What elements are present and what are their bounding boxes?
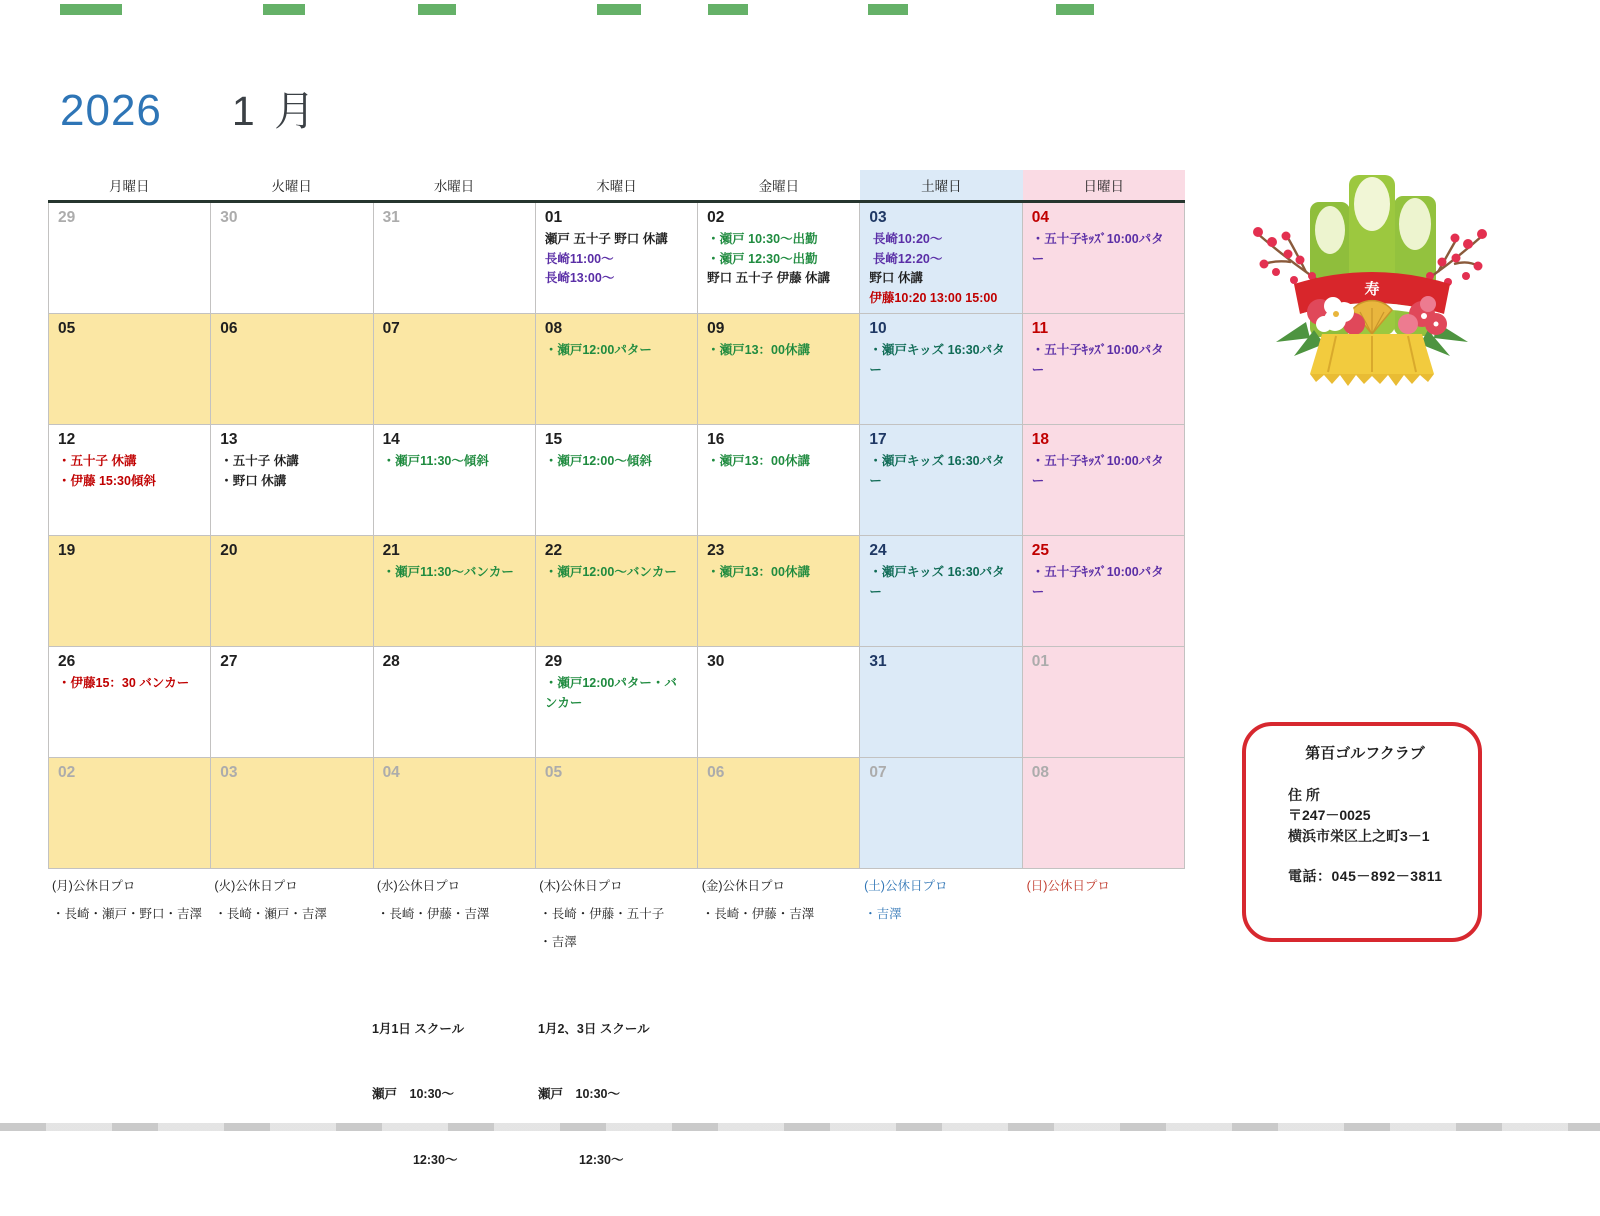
day-number: 22	[544, 542, 563, 559]
kadomatsu-icon	[1236, 172, 1501, 397]
day-cell	[211, 536, 373, 647]
event-item: ・瀬戸キッズ 16:30パター	[869, 343, 1005, 377]
day-cell	[374, 536, 536, 647]
club-postal-code: 〒247－0025	[1288, 807, 1371, 824]
day-number: 24	[869, 542, 887, 559]
day-number: 31	[869, 653, 887, 670]
day-cell	[860, 536, 1022, 647]
scan-artifact	[708, 4, 748, 15]
club-phone: 電話：045－892－3811	[1288, 867, 1443, 884]
day-number: 03	[869, 209, 887, 226]
event-item: 野口 休講	[869, 271, 923, 286]
day-cell	[1023, 536, 1185, 647]
day-number: 14	[382, 431, 400, 448]
note-line: ・長崎・伊藤・吉澤	[701, 906, 815, 921]
scan-artifact	[418, 4, 456, 15]
day-number: 16	[707, 431, 725, 448]
day-cell	[536, 314, 698, 425]
event-item: ・瀬戸12:00パター・バンカー	[544, 676, 677, 710]
day-number: 05	[58, 320, 76, 337]
day-number: 20	[220, 542, 238, 559]
calendar	[48, 170, 1185, 960]
day-number: 05	[544, 764, 563, 781]
event-item: ・瀬戸 12:30～出勤	[707, 251, 818, 266]
day-number: 17	[869, 431, 887, 448]
scan-artifact	[1056, 4, 1094, 15]
event-item: ・瀬戸13：00休講	[707, 454, 810, 469]
scan-artifact	[597, 4, 641, 15]
scan-artifact-bottom	[0, 1123, 1600, 1131]
event-item: ・伊藤15：30 バンカー	[58, 676, 190, 691]
day-number: 13	[220, 431, 238, 448]
event-item: 長崎13:00～	[544, 271, 615, 286]
day-number: 27	[220, 653, 238, 670]
calendar-grid	[48, 203, 1185, 869]
day-number: 08	[544, 320, 563, 337]
event-item: 長崎11:00～	[544, 251, 614, 266]
school-note-jan1	[372, 975, 464, 1216]
page-title-year: 2026	[60, 86, 162, 135]
note-line: (日)公休日プロ	[1026, 879, 1110, 893]
note-line: (水)公休日プロ	[376, 879, 461, 893]
holiday-pro-note-sun	[1023, 869, 1185, 960]
day-cell	[860, 314, 1022, 425]
note-line: (火)公休日プロ	[214, 879, 298, 893]
day-cell	[698, 203, 860, 314]
day-cell	[860, 758, 1022, 869]
school-note-jan2-3	[538, 975, 650, 1216]
day-cell	[1023, 425, 1185, 536]
page-title	[60, 78, 319, 137]
event-item: ・五十子ｷｯｽﾞ10:00パター	[1031, 454, 1164, 488]
day-cell	[49, 425, 211, 536]
day-cell	[860, 203, 1022, 314]
club-name: 第百ゴルフクラブ	[1305, 745, 1425, 762]
note-line: ・長崎・伊藤・吉澤	[376, 906, 490, 921]
day-number: 30	[220, 209, 238, 226]
page-title-month: 1 月	[231, 88, 320, 134]
event-item: ・瀬戸12:00～傾斜	[544, 454, 652, 469]
day-number: 04	[1031, 209, 1049, 226]
weekday-header-tue: 火曜日	[210, 170, 372, 203]
note-line: ・吉澤	[864, 906, 902, 921]
event-item: ・五十子ｷｯｽﾞ10:00パター	[1031, 343, 1164, 377]
day-cell	[211, 647, 373, 758]
day-number: 29	[58, 209, 76, 226]
scan-artifact	[868, 4, 908, 15]
day-number: 23	[707, 542, 725, 559]
day-number: 02	[707, 209, 725, 226]
event-item: ・瀬戸11:30～バンカー	[382, 565, 514, 580]
day-cell	[49, 314, 211, 425]
event-item: ・瀬戸12:00パター	[544, 343, 652, 358]
weekday-header-mon: 月曜日	[48, 170, 210, 203]
event-item: ・瀬戸 10:30～出勤	[707, 232, 818, 247]
day-cell	[536, 203, 698, 314]
day-cell	[536, 425, 698, 536]
day-cell	[374, 647, 536, 758]
day-cell	[860, 647, 1022, 758]
holiday-pro-note-wed	[373, 869, 535, 960]
day-number: 29	[544, 653, 563, 670]
note-line: ・長崎・瀬戸・野口・吉澤	[52, 906, 203, 921]
note-line: (月)公休日プロ	[52, 879, 136, 893]
holiday-pro-notes-row	[48, 869, 1185, 960]
day-cell	[211, 758, 373, 869]
day-cell	[49, 758, 211, 869]
event-item: ・瀬戸キッズ 16:30パター	[869, 454, 1005, 488]
day-cell	[374, 425, 536, 536]
note-line: ・長崎・伊藤・五十子	[539, 906, 665, 921]
school-note-line: 12:30～	[538, 1153, 624, 1167]
event-item: 伊藤10:20 13:00 15:00	[869, 290, 998, 305]
day-cell	[698, 314, 860, 425]
day-cell	[698, 758, 860, 869]
day-number: 19	[58, 542, 76, 559]
event-item: 野口 五十子 伊藤 休講	[707, 271, 831, 286]
day-number: 21	[382, 542, 400, 559]
club-address: 横浜市栄区上之町3－1	[1288, 827, 1430, 844]
school-note-line: 1月2、3日 スクール	[538, 1021, 650, 1036]
day-cell	[49, 647, 211, 758]
event-item: ・瀬戸11:30～傾斜	[382, 454, 489, 469]
day-number: 26	[58, 653, 76, 670]
day-number: 01	[1031, 653, 1049, 670]
day-number: 25	[1031, 542, 1049, 559]
day-cell	[211, 425, 373, 536]
club-info-box	[1242, 722, 1482, 942]
day-cell	[698, 536, 860, 647]
holiday-pro-note-thu	[535, 869, 697, 960]
day-cell	[698, 425, 860, 536]
weekday-header-row	[48, 170, 1185, 203]
event-item: ・五十子ｷｯｽﾞ10:00パター	[1031, 565, 1164, 599]
day-cell	[1023, 203, 1185, 314]
note-line: (土)公休日プロ	[864, 879, 948, 893]
event-item: ・瀬戸キッズ 16:30パター	[869, 565, 1005, 599]
day-number: 03	[220, 764, 238, 781]
event-item: 長崎12:20～	[869, 251, 943, 266]
event-item: ・伊藤 15:30傾斜	[58, 473, 156, 488]
day-cell	[860, 425, 1022, 536]
day-number: 02	[58, 764, 76, 781]
weekday-header-sat: 土曜日	[860, 170, 1022, 203]
day-number: 06	[707, 764, 725, 781]
note-line: (金)公休日プロ	[701, 879, 786, 893]
note-line: ・長崎・瀬戸・吉澤	[214, 906, 327, 921]
day-cell	[374, 758, 536, 869]
school-note-line: 1月1日 スクール	[372, 1021, 465, 1036]
day-cell	[536, 647, 698, 758]
school-note-line: 瀬戸 10:30～	[538, 1087, 620, 1102]
day-cell	[1023, 314, 1185, 425]
day-number: 08	[1031, 764, 1049, 781]
day-number: 18	[1031, 431, 1049, 448]
day-number: 07	[382, 320, 400, 337]
event-item: ・五十子 休講	[58, 454, 137, 469]
day-number: 31	[382, 209, 400, 226]
school-note-line: 瀬戸 10:30～	[372, 1087, 454, 1102]
day-number: 28	[382, 653, 400, 670]
day-number: 11	[1031, 320, 1049, 337]
day-cell	[49, 536, 211, 647]
weekday-header-wed: 水曜日	[373, 170, 535, 203]
event-item: ・五十子ｷｯｽﾞ10:00パター	[1031, 232, 1164, 266]
day-cell	[1023, 758, 1185, 869]
day-cell	[211, 314, 373, 425]
day-cell	[211, 203, 373, 314]
holiday-pro-note-fri	[698, 869, 860, 960]
weekday-header-sun: 日曜日	[1023, 170, 1185, 203]
event-item: ・瀬戸13：00休講	[707, 565, 810, 580]
note-line: (木)公休日プロ	[539, 879, 623, 893]
straw-base	[1310, 334, 1434, 386]
day-cell	[1023, 647, 1185, 758]
day-number: 09	[707, 320, 725, 337]
event-item: ・野口 休講	[220, 473, 287, 488]
scan-artifact	[60, 4, 122, 15]
day-cell	[374, 314, 536, 425]
day-number: 10	[869, 320, 887, 337]
holiday-pro-note-sat	[860, 869, 1022, 960]
weekday-header-fri: 金曜日	[698, 170, 860, 203]
day-number: 30	[707, 653, 725, 670]
day-number: 15	[544, 431, 563, 448]
svg-text:寿: 寿	[1364, 281, 1380, 298]
weekday-header-thu: 木曜日	[535, 170, 697, 203]
event-item: ・五十子 休講	[220, 454, 299, 469]
event-item: ・瀬戸13：00休講	[707, 343, 810, 358]
event-item: 瀬戸 五十子 野口 休講	[544, 232, 668, 247]
event-item: ・瀬戸12:00～バンカー	[544, 565, 677, 580]
day-cell	[698, 647, 860, 758]
scan-artifact	[263, 4, 305, 15]
day-cell	[49, 203, 211, 314]
school-note-line: 12:30～	[372, 1153, 458, 1167]
day-number: 04	[382, 764, 400, 781]
note-line: ・吉澤	[539, 934, 577, 949]
day-cell	[536, 536, 698, 647]
day-number: 12	[58, 431, 76, 448]
day-number: 01	[544, 209, 563, 226]
holiday-pro-note-tue	[210, 869, 372, 960]
holiday-pro-note-mon	[48, 869, 210, 960]
club-address-label: 住 所	[1288, 787, 1320, 803]
day-number: 07	[869, 764, 887, 781]
day-cell	[536, 758, 698, 869]
event-item: 長崎10:20～	[869, 232, 943, 247]
day-number: 06	[220, 320, 238, 337]
day-cell	[374, 203, 536, 314]
